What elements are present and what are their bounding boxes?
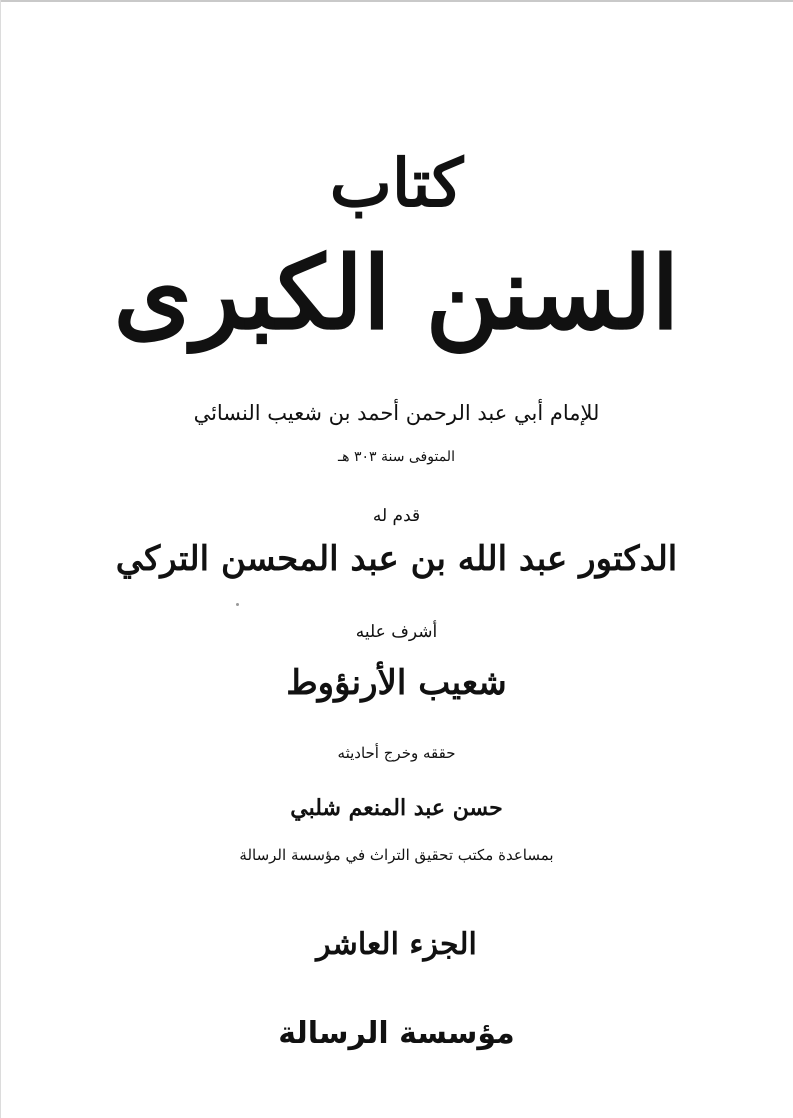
scan-speck <box>236 603 239 606</box>
kitab-heading: كتاب <box>329 144 464 222</box>
death-date-line: المتوفى سنة ٣٠٣ هـ <box>338 449 455 465</box>
publisher-name: مؤسسة الرسالة <box>278 1016 515 1051</box>
book-title: السنن الكبرى <box>113 234 680 352</box>
assistance-line: بمساعدة مكتب تحقيق التراث في مؤسسة الرسالة <box>239 846 554 864</box>
introduction-label: قدم له <box>372 506 421 526</box>
author-line: للإمام أبي عبد الرحمن أحمد بن شعيب النسائي <box>193 401 600 425</box>
editor-label: حققه وخرج أحاديثه <box>337 744 456 762</box>
supervisor-label: أشرف عليه <box>355 622 438 642</box>
volume-label: الجزء العاشر <box>316 927 477 962</box>
scan-top-edge <box>0 0 793 2</box>
introduction-author: الدكتور عبد الله بن عبد المحسن التركي <box>115 539 678 579</box>
editor-name: حسن عبد المنعم شلبي <box>290 795 503 821</box>
supervisor-name: شعيب الأرنؤوط <box>286 663 507 703</box>
